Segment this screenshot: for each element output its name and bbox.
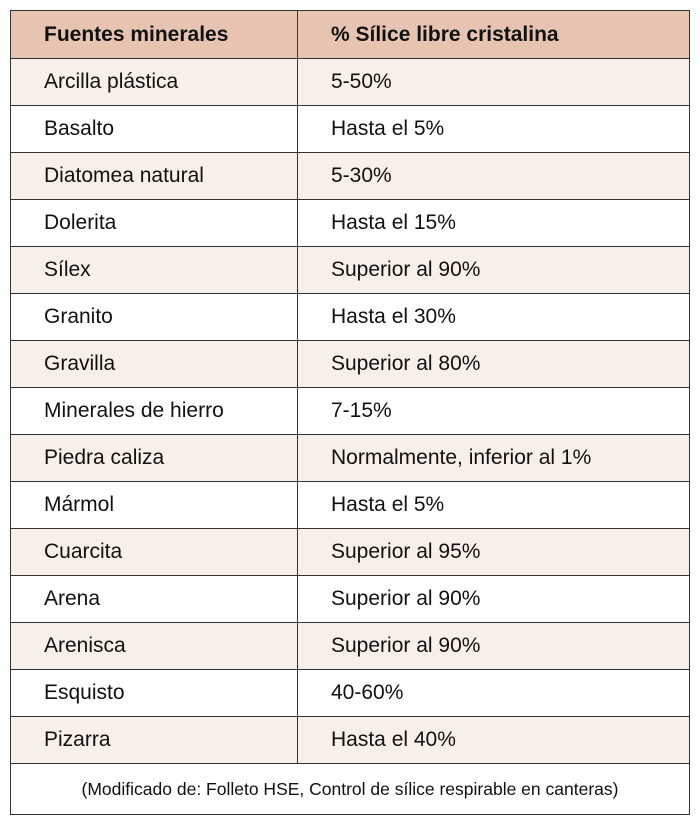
table-row xyxy=(11,59,689,106)
table-header-row xyxy=(11,11,689,59)
table-row xyxy=(11,576,689,623)
silica-percent-cell: Superior al 95% xyxy=(331,540,481,563)
mineral-source-cell: Sílex xyxy=(11,247,298,293)
mineral-source-cell: Esquisto xyxy=(11,670,298,716)
mineral-source-cell: Gravilla xyxy=(11,341,298,387)
table-row xyxy=(11,717,689,764)
header-minerals: Fuentes minerales xyxy=(11,11,298,58)
silica-percent-cell: 40-60% xyxy=(331,681,404,704)
table-row xyxy=(11,388,689,435)
silica-percent-cell: Superior al 90% xyxy=(331,634,481,657)
table-row xyxy=(11,670,689,717)
silica-percent-cell: Superior al 90% xyxy=(331,258,481,281)
mineral-source-cell: Cuarcita xyxy=(11,529,298,575)
silica-percent-cell: Hasta el 30% xyxy=(331,305,456,328)
table-row xyxy=(11,623,689,670)
silica-percent-cell: 7-15% xyxy=(331,399,392,422)
mineral-source-cell: Arcilla plástica xyxy=(11,59,298,105)
silica-percent-cell: Superior al 90% xyxy=(331,587,481,610)
table-row xyxy=(11,294,689,341)
table-body xyxy=(11,59,689,764)
mineral-source-cell: Dolerita xyxy=(11,200,298,246)
mineral-source-cell: Piedra caliza xyxy=(11,435,298,481)
silica-percent-cell: 5-50% xyxy=(331,70,392,93)
mineral-source-cell: Basalto xyxy=(11,106,298,152)
table-row xyxy=(11,200,689,247)
mineral-source-cell: Minerales de hierro xyxy=(11,388,298,434)
header-silica: % Sílice libre cristalina xyxy=(331,22,559,46)
silica-percent-cell: Superior al 80% xyxy=(331,352,481,375)
mineral-source-cell: Arena xyxy=(11,576,298,622)
mineral-source-cell: Diatomea natural xyxy=(11,153,298,199)
mineral-source-cell: Granito xyxy=(11,294,298,340)
table-row xyxy=(11,435,689,482)
table-row xyxy=(11,341,689,388)
mineral-source-cell: Mármol xyxy=(11,482,298,528)
mineral-source-cell: Arenisca xyxy=(11,623,298,669)
silica-percent-cell: Hasta el 15% xyxy=(331,211,456,234)
table-row xyxy=(11,106,689,153)
silica-percent-cell: 5-30% xyxy=(331,164,392,187)
table-row xyxy=(11,153,689,200)
source-note: (Modificado de: Folleto HSE, Control de sílice respirable en canteras) xyxy=(11,764,689,814)
table-row xyxy=(11,247,689,294)
silica-percent-cell: Hasta el 40% xyxy=(331,728,456,751)
silica-percent-cell: Hasta el 5% xyxy=(331,493,445,516)
table-row xyxy=(11,482,689,529)
silica-percent-cell: Normalmente, inferior al 1% xyxy=(331,446,592,469)
table-row xyxy=(11,529,689,576)
silica-percent-cell: Hasta el 5% xyxy=(331,117,445,140)
silica-table xyxy=(10,10,690,815)
mineral-source-cell: Pizarra xyxy=(11,717,298,763)
